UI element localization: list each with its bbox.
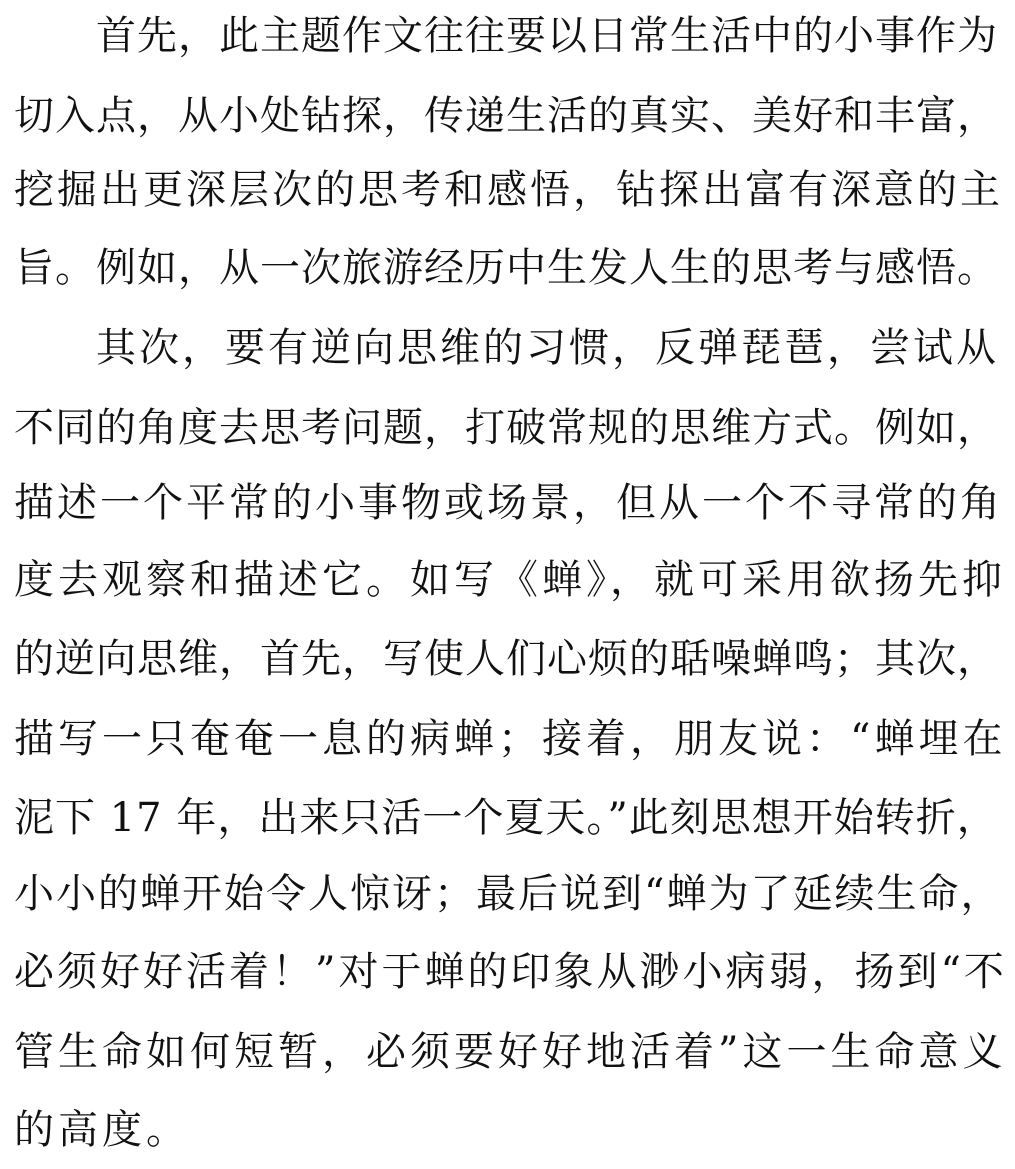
paragraph-2-line-3: 描述一个平常的小事物或场景，但从一个不寻常的角 [14,480,1003,526]
paragraph-1-line-4: 旨。例如，从一次旅游经历中生发人生的思考与感悟。 [14,245,998,291]
paragraph-2-line-8: 小小的蝉开始令人惊讶；最后说到“蝉为了延续生命， [14,871,1003,917]
paragraph-2-line-9: 必须好好活着！”对于蝉的印象从渺小病弱，扬到“不 [14,949,1007,995]
paragraph-2-line-5: 的逆向思维，首先，写使人们心烦的聒噪蝉鸣；其次， [14,636,998,682]
paragraph-1-line-1: 首先，此主题作文往往要以日常生活中的小事作为 [96,13,998,59]
paragraph-2-line-4: 度去观察和描述它。如写《蝉》，就可采用欲扬先抑 [14,557,1006,603]
paragraph-1-line-2: 切入点，从小处钻探，传递生活的真实、美好和丰富， [14,93,998,139]
paragraph-2-line-7: 泥下 17 年，出来只活一个夏天。”此刻思想开始转折， [14,795,998,841]
paragraph-2-line-6: 描写一只奄奄一息的病蝉；接着，朋友说：“蝉埋在 [14,716,1007,762]
paragraph-2-line-2: 不同的角度去思考问题，打破常规的思维方式。例如， [14,405,998,451]
paragraph-2-line-11: 的高度。 [14,1107,190,1153]
paragraph-2-line-10: 管生命如何短暂，必须要好好地活着”这一生命意义 [14,1029,1007,1075]
paragraph-1-line-3: 挖掘出更深层次的思考和感悟，钻探出富有深意的主 [14,167,1003,213]
paragraph-2-line-1: 其次，要有逆向思维的习惯，反弹琵琶，尝试从 [96,325,999,371]
